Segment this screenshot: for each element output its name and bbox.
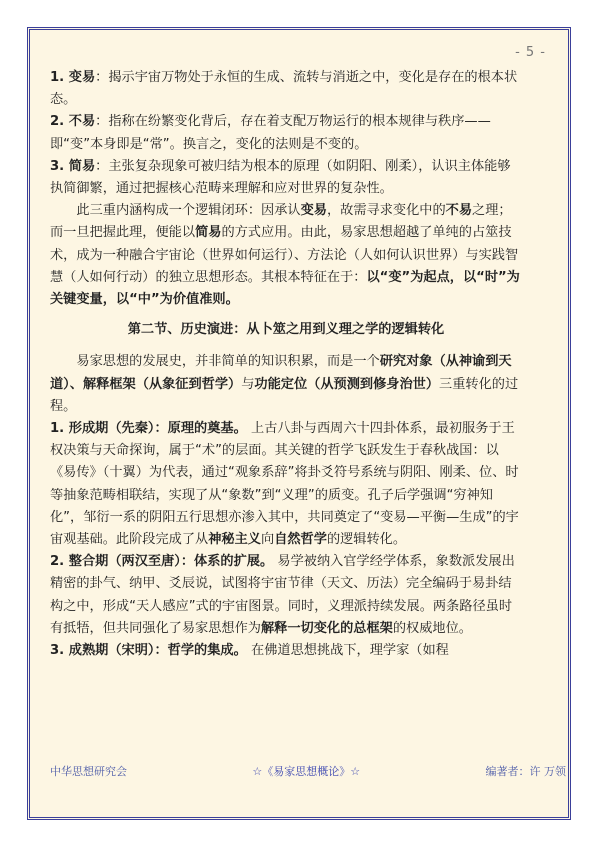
section-heading: 第二节、历史演进：从卜筮之用到义理之学的逻辑转化 — [127, 322, 445, 338]
period-title: 形成期（先秦）：原理的奠基。 — [68, 421, 247, 437]
footer-book-title: ☆《易家思想概论》☆ — [252, 765, 361, 778]
text-run: ，故需寻求变化中的 — [326, 203, 446, 219]
intro-paragraph — [50, 351, 522, 418]
item-number: 3. — [50, 158, 69, 174]
bold-run: 变易 — [300, 203, 327, 219]
text-run: 的权威地位。 — [392, 620, 472, 636]
bold-run: 以“变”为起点，以“时”为关键变量，以“中”为价值准则。 — [50, 269, 520, 308]
text-run: 易学被纳入官学经学体系，象数派发展出精密的卦气、纳甲、爻辰说，试图将宇宙节律（天文、历法）完全编码于易卦结构之中，形成“天人感应”式的宇宙图景。同时，义理派持续发展。两条路径虽时有抵牾，但共同强化了易家思想作为 — [50, 554, 515, 636]
item-number: 1. — [50, 421, 69, 437]
bold-run: 解释一切变化的总框架 — [261, 620, 393, 636]
period-title: 整合期（两汉至唐）：体系的扩展。 — [68, 554, 274, 570]
item-number: 3. — [50, 643, 69, 659]
text-run: 与 — [241, 376, 255, 392]
list-item — [50, 111, 522, 155]
text-run: 的逻辑转化。 — [326, 532, 407, 548]
text-run: 三重转化的过程。 — [50, 376, 519, 414]
bold-run: 研究对象（从神谕到天道）、解释框架（从象征到哲学） — [50, 354, 512, 392]
text-run: 之理；而一旦把握此理，便能以 — [50, 203, 512, 241]
period-item — [50, 418, 522, 551]
footer-organization: 中华思想研究会 — [50, 765, 127, 778]
page-footer — [50, 763, 566, 779]
item-text: ：指称在纷繁变化背后，存在着支配万物运行的根本规律与秩序——即“变”本身即是“常”。换言之，变化的法则是不变的。 — [50, 114, 491, 152]
text-run: 的方式应用。由此，易家思想超越了单纯的占筮技术，成为一种融合宇宙论（世界如何运行）、方法论（人如何认识世界）与实践智慧（人如何行动）的独立思想形态。其根本特征在于： — [50, 225, 519, 285]
period-item — [50, 551, 522, 640]
bold-run: 简易 — [195, 225, 222, 241]
bold-run: 不易 — [445, 203, 473, 219]
item-term: 变易 — [68, 70, 96, 85]
item-text: ：主张复杂现象可被归结为根本的原理（如阴阳、刚柔），认识主体能够执简御繁，通过把握核心范畴来理解和应对世界的复杂性。 — [50, 158, 511, 197]
summary-paragraph — [50, 200, 522, 311]
text-run: 易家思想的发展史，并非简单的知识积累，而是一个 — [76, 354, 380, 370]
list-item — [50, 67, 522, 111]
period-item — [50, 640, 522, 662]
text-run: 此三重内涵构成一个逻辑闭环：因承认 — [76, 203, 301, 219]
document-body — [50, 67, 522, 662]
bold-run: 功能定位（从预测到修身治世） — [254, 376, 440, 392]
item-number: 2. — [50, 554, 69, 570]
item-number: 2. — [50, 114, 69, 130]
item-text: ：揭示宇宙万物处于永恒的生成、流转与消逝之中，变化是存在的根本状态。 — [50, 70, 518, 108]
footer-author: 编著者：许 万领 — [485, 765, 566, 778]
list-item — [50, 156, 522, 200]
page-number: - 5 - — [515, 45, 546, 60]
bold-run: 自然哲学 — [274, 532, 327, 548]
period-title: 成熟期（宋明）：哲学的集成。 — [68, 643, 247, 659]
text-run: 在佛道思想挑战下，理学家（如程 — [251, 643, 449, 659]
bold-run: 神秘主义 — [208, 532, 261, 548]
text-run: 向 — [261, 532, 275, 548]
item-number: 1. — [50, 70, 69, 85]
text-run: 上古八卦与西周六十四卦体系，最初服务于王权决策与天命探询，属于“术”的层面。其关键的哲学飞跃发生于春秋战国：以《易传》（十翼）为代表，通过“观象系辞”将卦爻符号系统与阴阳、刚柔、位、时等抽象范畴相联结，实现了从“象数”到“义理”的质变。孔子后学强调“穷神知化”，邹衍一系的阴阳五行思想亦渗入其中，共同奠定了“变易—平衡—生成”的宇宙观基础。此阶段完成了从 — [50, 421, 519, 548]
item-term: 不易 — [68, 114, 96, 130]
item-term: 简易 — [68, 158, 96, 174]
